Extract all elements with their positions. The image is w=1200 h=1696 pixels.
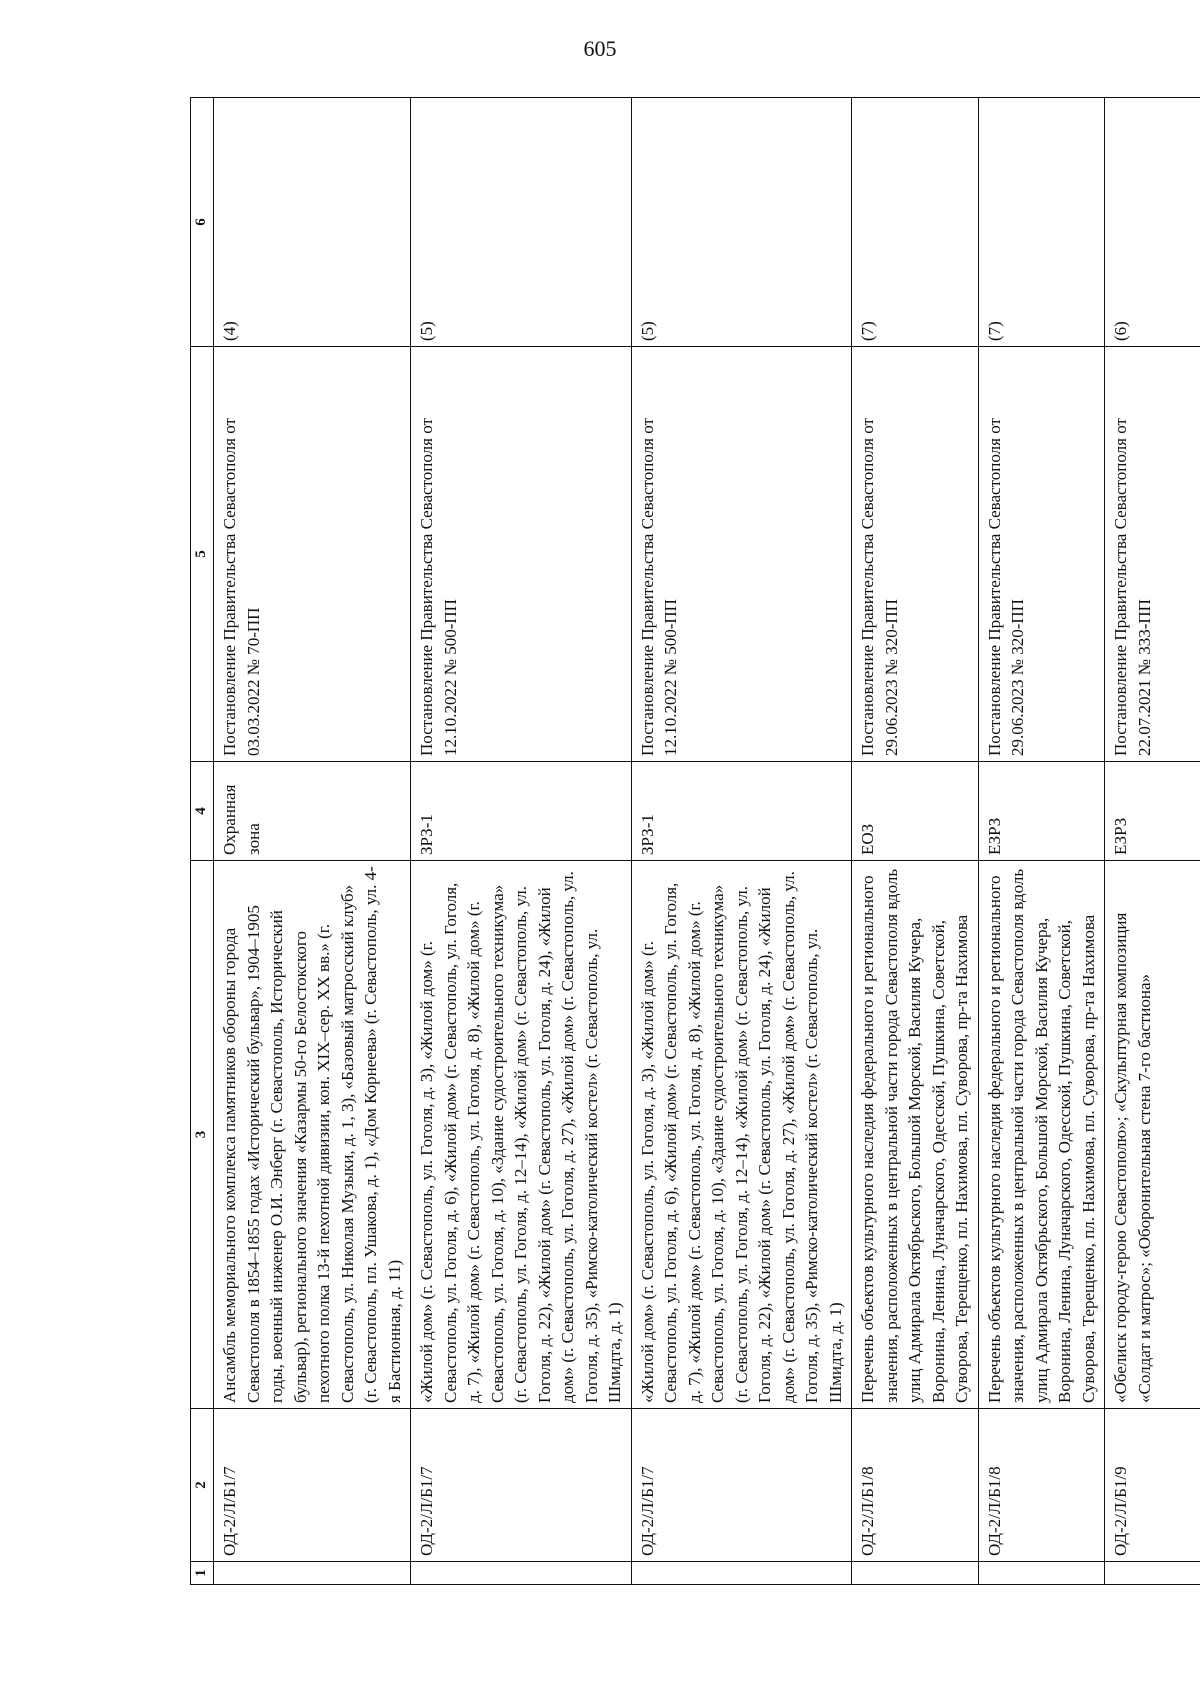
header-col-6: 6 (191, 98, 214, 347)
cell-zone-code: ОД-2/Л/Б1/8 (978, 1409, 1105, 1562)
cell-objects: «Обелиск городу-герою Севастополю»; «Скульптурная композиция «Солдат и матрос»; «Оборонительная стена 7-го бастиона» (1105, 861, 1200, 1409)
cell-document: Постановление Правительства Севастополя от 29.06.2023 № 320-ПП (978, 347, 1105, 762)
cell-zone-code: ОД-2/Л/Б1/8 (852, 1409, 979, 1562)
cell-objects: Перечень объектов культурного наследия федерального и регионального значения, расположенных в центральной части города Севастополя вдоль улиц Адмирала Октябрьского, Большой Морской, Василия Кучера, Воронина, Ленина, Луначарского, Одесской, Пушкина, Советской, Суворова, Терещенко, пл. Нахимова, пл. Суворова, пр-та Нахимова (852, 861, 979, 1409)
cell-note: (5) (631, 98, 852, 347)
header-row (191, 98, 214, 1585)
header-col-1: 1 (191, 1562, 214, 1585)
cell-number (411, 1562, 632, 1585)
table-row (631, 98, 852, 1585)
cell-document: Постановление Правительства Севастополя от 03.03.2022 № 70-ПП (214, 347, 411, 762)
cell-number (852, 1562, 979, 1585)
cell-zone-code: ОД-2/Л/Б1/7 (214, 1409, 411, 1562)
cell-number (1105, 1562, 1200, 1585)
page-number: 605 (583, 36, 617, 61)
cell-number (631, 1562, 852, 1585)
cell-zone-type: Охранная зона (214, 762, 411, 861)
cell-objects: «Жилой дом» (г. Севастополь, ул. Гоголя, д. 3), «Жилой дом» (г. Севастополь, ул. Гоголя, д. 6), «Жилой дом» (г. Севастополь, ул. Гоголя, д. 7), «Жилой дом» (г. Севастополь, ул. Гоголя, д. 8), «Жилой дом» (г. Севастополь, ул. Гоголя, д. 10), «Здание судостроительного техникума» (г. Севастополь, ул. Гоголя, д. 12–14), «Жилой дом» (г. Севастополь, ул. Гоголя, д. 22), «Жилой дом» (г. Севастополь, ул. Гоголя, д. 24), «Жилой дом» (г. Севастополь, ул. Гоголя, д. 27), «Жилой дом» (г. Севастополь, ул. Гоголя, д. 35), «Римско-католический костел» (г. Севастополь, ул. Шмидта, д. 1) (411, 861, 632, 1409)
cell-number (214, 1562, 411, 1585)
cell-note: (5) (411, 98, 632, 347)
header-col-2: 2 (191, 1409, 214, 1562)
zones-table (190, 97, 1200, 1585)
cell-zone-type: ЕОЗ (852, 762, 979, 861)
table-row (1105, 98, 1200, 1585)
cell-note: (4) (214, 98, 411, 347)
cell-note: (7) (852, 98, 979, 347)
header-col-5: 5 (191, 347, 214, 762)
cell-zone-type: ЗРЗ-1 (631, 762, 852, 861)
cell-number (978, 1562, 1105, 1585)
cell-zone-type: ЕЗРЗ (1105, 762, 1200, 861)
cell-document: Постановление Правительства Севастополя от 22.07.2021 № 333-ПП (1105, 347, 1200, 762)
cell-zone-code: ОД-2/Л/Б1/7 (411, 1409, 632, 1562)
cell-objects: Перечень объектов культурного наследия федерального и регионального значения, расположенных в центральной части города Севастополя вдоль улиц Адмирала Октябрьского, Большой Морской, Василия Кучера, Воронина, Ленина, Луначарского, Одесской, Пушкина, Советской, Суворова, Терещенко, пл. Нахимова, пл. Суворова, пр-та Нахимова (978, 861, 1105, 1409)
cell-zone-type: ЕЗРЗ (978, 762, 1105, 861)
cell-zone-code: ОД-2/Л/Б1/7 (631, 1409, 852, 1562)
table-row (852, 98, 979, 1585)
cell-zone-type: ЗРЗ-1 (411, 762, 632, 861)
cell-objects: «Жилой дом» (г. Севастополь, ул. Гоголя, д. 3), «Жилой дом» (г. Севастополь, ул. Гоголя, д. 6), «Жилой дом» (г. Севастополь, ул. Гоголя, д. 7), «Жилой дом» (г. Севастополь, ул. Гоголя, д. 8), «Жилой дом» (г. Севастополь, ул. Гоголя, д. 10), «Здание судостроительного техникума» (г. Севастополь, ул. Гоголя, д. 12–14), «Жилой дом» (г. Севастополь, ул. Гоголя, д. 22), «Жилой дом» (г. Севастополь, ул. Гоголя, д. 24), «Жилой дом» (г. Севастополь, ул. Гоголя, д. 27), «Жилой дом» (г. Севастополь, ул. Гоголя, д. 35), «Римско-католический костел» (г. Севастополь, ул. Шмидта, д. 1) (631, 861, 852, 1409)
cell-document: Постановление Правительства Севастополя от 29.06.2023 № 320-ПП (852, 347, 979, 762)
cell-zone-code: ОД-2/Л/Б1/9 (1105, 1409, 1200, 1562)
cell-note: (6) (1105, 98, 1200, 347)
cell-document: Постановление Правительства Севастополя от 12.10.2022 № 500-ПП (631, 347, 852, 762)
table-row (411, 98, 632, 1585)
cell-note: (7) (978, 98, 1105, 347)
cell-objects: Ансамбль мемориального комплекса памятников обороны города Севастополя в 1854–1855 годах «Исторический бульвар», 1904–1905 годы, военный инженер О.И. Энберг (г. Севастополь, Исторический бульвар), регионального значения «Казармы 50-го Белостокского пехотного полка 13-й пехотной дивизии, кон. XIX–сер. XX вв.» (г. Севастополь, ул. Николая Музыки, д. 1, 3), «Базовый матросский клуб» (г. Севастополь, пл. Ушакова, д. 1), «Дом Корнеева» (г. Севастополь, ул. 4-я Бастионная, д. 11) (214, 861, 411, 1409)
header-col-3: 3 (191, 861, 214, 1409)
table-row (978, 98, 1105, 1585)
rotated-table-container (190, 98, 1154, 1585)
cell-document: Постановление Правительства Севастополя от 12.10.2022 № 500-ПП (411, 347, 632, 762)
table-row (214, 98, 411, 1585)
header-col-4: 4 (191, 762, 214, 861)
